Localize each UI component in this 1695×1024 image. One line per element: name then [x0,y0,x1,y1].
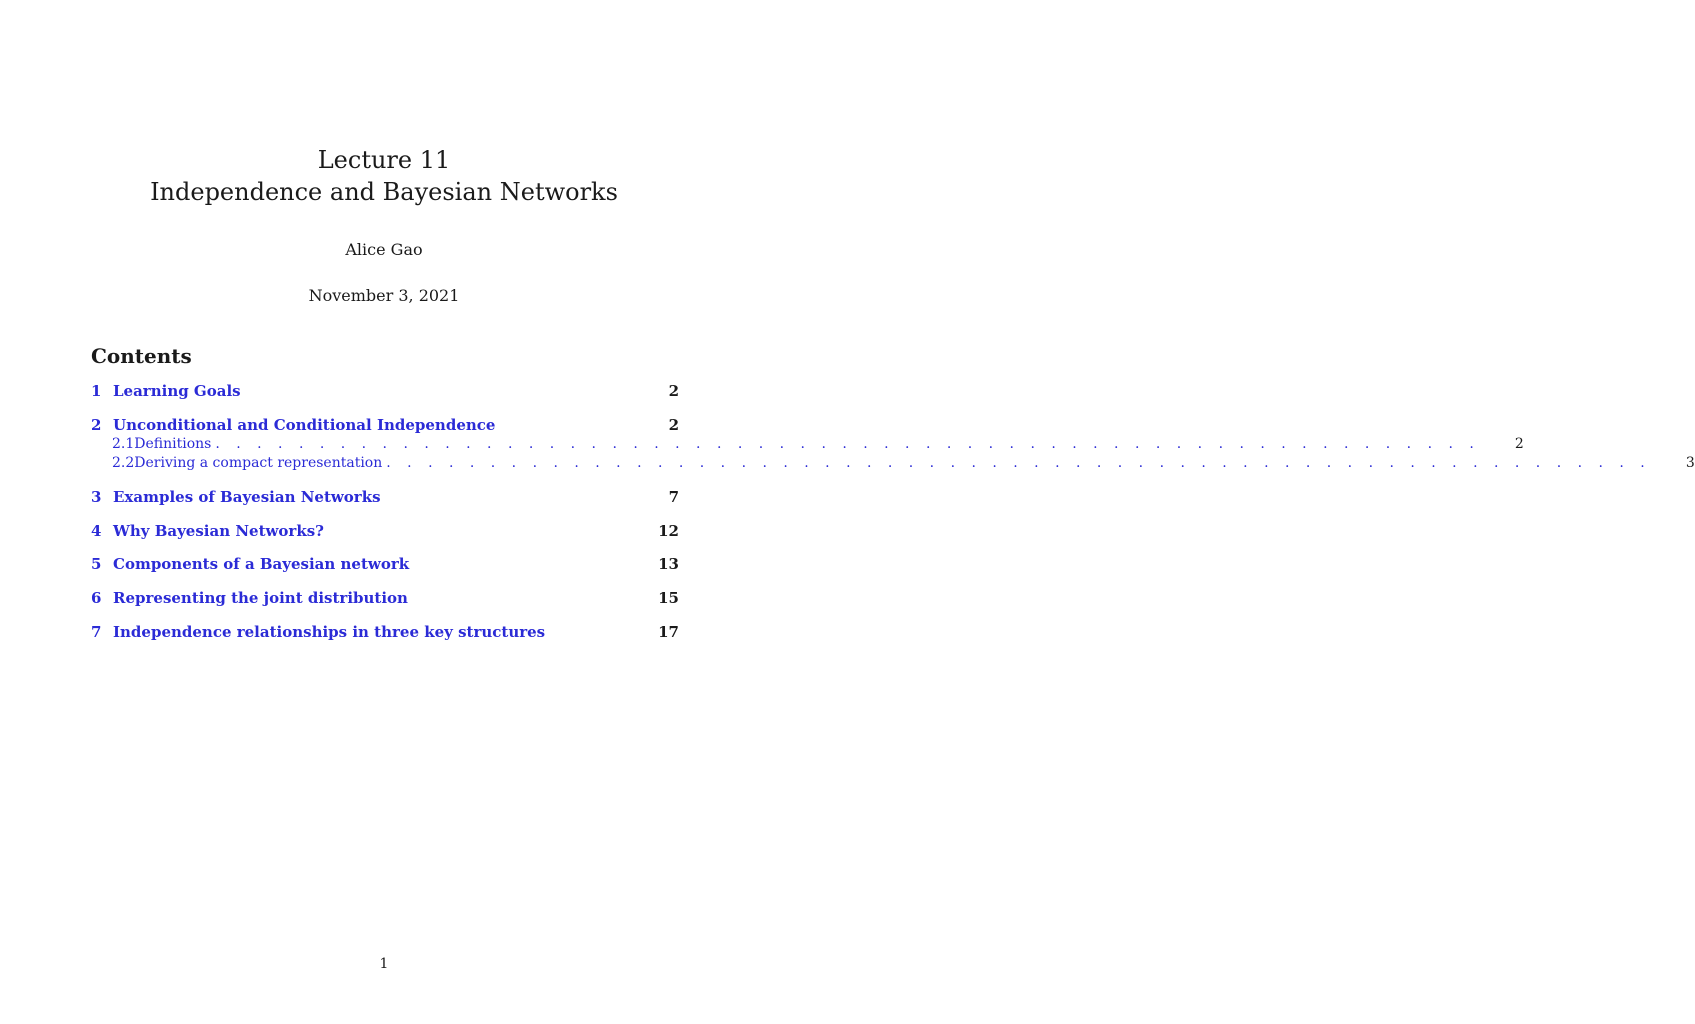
toc-entry-deriving-compact-representation[interactable] [112,455,1695,471]
author: Alice Gao [345,240,423,259]
toc-entry-why-bayesian-networks[interactable] [91,522,679,540]
toc-leader-dots: . . . . . . . . . . . . . . . . . . . . . . . . . . . . . . . . . . . . . . . . . . . . . . . . . . . . . . . . . . . . . [386,455,1651,471]
toc-entry-label: Definitions [134,436,212,452]
toc-entry-unconditional-conditional-independence[interactable] [91,416,679,434]
contents-heading: Contents [91,344,192,368]
date: November 3, 2021 [308,286,460,305]
toc-entry-label: Unconditional and Conditional Independence [113,416,496,434]
toc-entry-page: 3 [1685,455,1695,471]
toc-entry-examples-bayesian-networks[interactable] [91,488,679,506]
toc-entry-page: 7 [668,488,679,506]
title-line-2: Independence and Bayesian Networks [150,178,618,206]
toc-entry-label: Independence relationships in three key structures [113,623,546,641]
toc-entry-page: 2 [668,416,679,434]
toc-entry-number: 1 [91,382,102,400]
toc-entry-page: 13 [658,555,679,573]
toc-entry-label: Why Bayesian Networks? [113,522,324,540]
toc-entry-definitions[interactable] [112,436,1524,452]
toc-entry-page: 17 [658,623,679,641]
toc-entry-number: 2 [91,416,102,434]
toc-entry-number: 4 [91,522,102,540]
page-number: 1 [379,956,389,972]
toc-leader-dots: . . . . . . . . . . . . . . . . . . . . . . . . . . . . . . . . . . . . . . . . . . . . . . . . . . . . . . . . . . . . . [215,436,1480,452]
toc-entry-label: Components of a Bayesian network [113,555,410,573]
toc-entry-page: 12 [658,522,679,540]
toc-entry-number: 6 [91,589,102,607]
title-line-1: Lecture 11 [317,146,451,174]
toc-entry-page: 2 [1514,436,1524,452]
toc-entry-independence-relationships[interactable] [91,623,679,641]
toc-entry-label: Representing the joint distribution [113,589,408,607]
toc-entry-page: 15 [658,589,679,607]
toc-entry-number: 3 [91,488,102,506]
toc-entry-number: 2.1 [112,436,135,452]
toc-entry-learning-goals[interactable] [91,382,679,400]
toc-entry-components-bayesian-network[interactable] [91,555,679,573]
toc-entry-number: 7 [91,623,102,641]
toc-entry-label: Examples of Bayesian Networks [113,488,381,506]
toc-entry-label: Deriving a compact representation [134,455,383,471]
toc-entry-number: 5 [91,555,102,573]
toc-entry-page: 2 [668,382,679,400]
toc-entry-number: 2.2 [112,455,135,471]
toc-entry-representing-joint-distribution[interactable] [91,589,679,607]
toc-entry-label: Learning Goals [113,382,241,400]
